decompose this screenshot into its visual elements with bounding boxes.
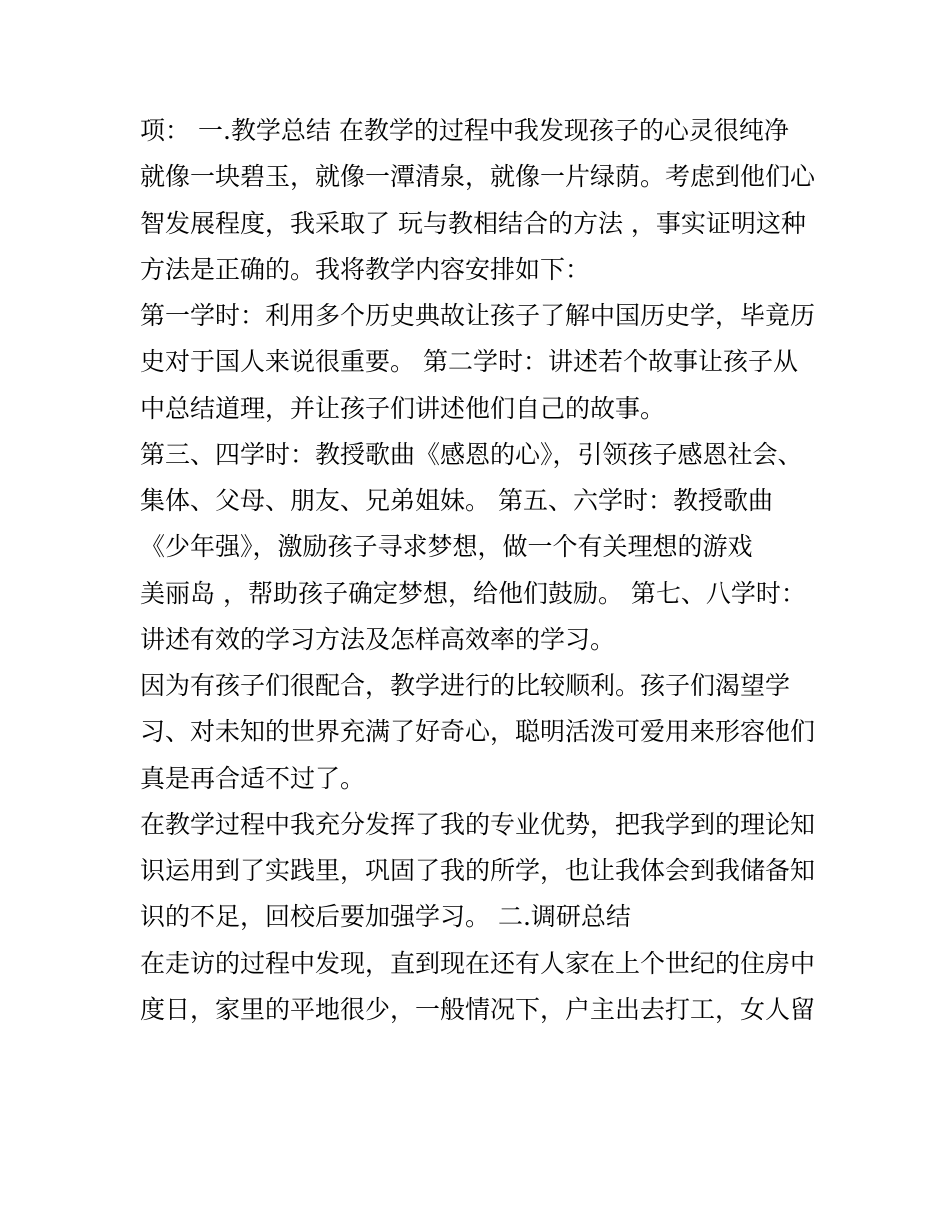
text-line: 第一学时：利用多个历史典故让孩子了解中国历史学，毕竟历	[140, 301, 816, 330]
text-line: 史对于国人来说很重要。 第二学时：讲述若个故事让孩子从	[140, 347, 798, 377]
text-line: 集体、父母、朋友、兄弟姐妹。 第五、六学时：教授歌曲	[140, 486, 773, 515]
text-line: 美丽岛 ，帮助孩子确定梦想，给他们鼓励。 第七、八学时：	[140, 578, 806, 608]
text-line: 就像一块碧玉，就像一潭清泉，就像一片绿荫。考虑到他们心	[140, 162, 816, 192]
text-line: 度日，家里的平地很少，一般情况下，户主出去打工，女人留	[140, 994, 816, 1024]
text-line: 识运用到了实践里，巩固了我的所学，也让我体会到我储备知	[140, 856, 816, 885]
text-line: 智发展程度，我采取了 玩与教相结合的方法 ，事实证明这种	[140, 208, 806, 238]
text-line: 因为有孩子们很配合，教学进行的比较顺利。孩子们渴望学	[140, 671, 791, 700]
text-line: 中总结道理，并让孩子们讲述他们自己的故事。	[140, 393, 666, 423]
text-line: 项： 一.教学总结 在教学的过程中我发现孩子的心灵很纯净	[140, 116, 789, 145]
text-line: 在教学过程中我充分发挥了我的专业优势，把我学到的理论知	[140, 809, 816, 839]
text-line: 真是再合适不过了。	[140, 763, 366, 793]
text-line: 第三、四学时：教授歌曲《感恩的心》，引领孩子感恩社会、	[140, 439, 803, 469]
document-body	[140, 108, 830, 1033]
text-line: 识的不足，回校后要加强学习。 二.调研总结	[140, 902, 631, 932]
text-line: 讲述有效的学习方法及怎样高效率的学习。	[140, 624, 616, 654]
text-line: 《少年强》，激励孩子寻求梦想，做一个有关理想的游戏	[140, 532, 753, 562]
text-line: 在走访的过程中发现，直到现在还有人家在上个世纪的住房中	[140, 948, 816, 978]
text-line: 习、对未知的世界充满了好奇心，聪明活泼可爱用来形容他们	[140, 717, 816, 747]
text-line: 方法是正确的。我将教学内容安排如下：	[140, 254, 591, 284]
